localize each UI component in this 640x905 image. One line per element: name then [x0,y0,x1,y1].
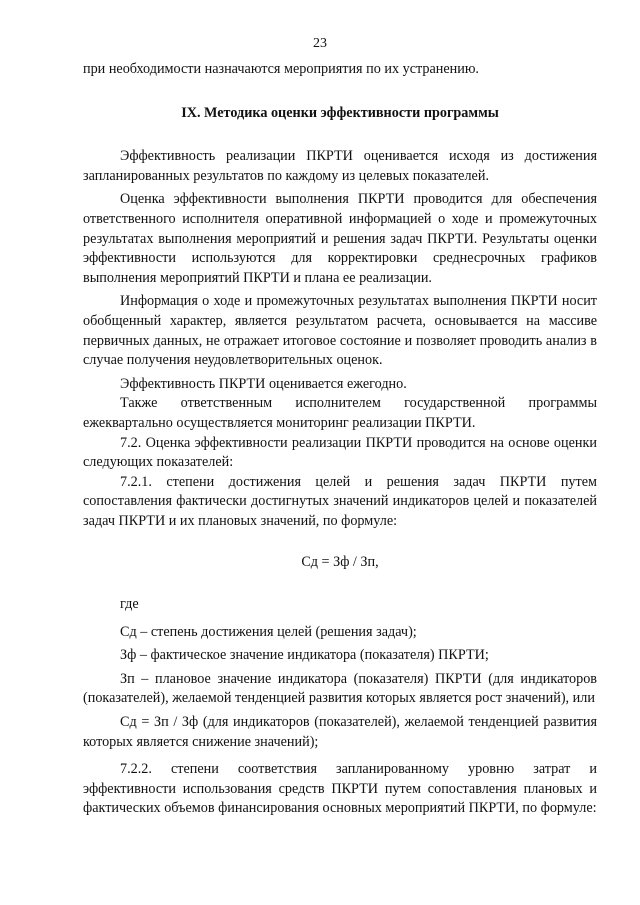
definition: Зф – фактическое значение индикатора (показателя) ПКРТИ; [120,647,489,664]
paragraph: 7.2. Оценка эффективности реализации ПКРТИ проводится на основе оценки следующих показателей: [83,434,597,471]
page-number: 23 [313,36,327,51]
formula: Сд = Зф / Зп, [301,554,379,571]
intro-line: при необходимости назначаются мероприятия по их устранению. [83,61,479,77]
paragraph: Оценка эффективности выполнения ПКРТИ проводится для обеспечения ответственного исполнителя оперативной информацией о ходе и промежуточных результатах выполнения мероприятий и решения задач ПКРТИ. Результаты оценки эффективности используются для корректировки среднесрочных графиков выполнения мероприятий ПКРТИ и плана ее реализации. [83,191,597,286]
paragraph: Эффективность ПКРТИ оценивается ежегодно. [120,375,407,392]
paragraph: Эффективность реализации ПКРТИ оценивается исходя из достижения запланированных результатов по каждому из целевых показателей. [83,148,597,184]
section-title: IX. Методика оценки эффективности программы [181,104,499,121]
paragraph: 7.2.2. степени соответствия запланированному уровню затрат и эффективности использования средств ПКРТИ путем сопоставления плановых и фактических объемов финансирования основных мероприятий ПКРТИ, по формуле: [83,761,597,817]
page-body [83,60,597,819]
definition: Зп – плановое значение индикатора (показателя) ПКРТИ (для индикаторов (показателей), желаемой тенденцией развития которых является рост значений), или [83,670,597,707]
paragraph: Информация о ходе и промежуточных результатах выполнения ПКРТИ носит обобщенный характер, является результатом расчета, основывается на массиве первичных данных, не отражает итоговое состояние и позволяет проводить анализ в случае получения неудовлетворительных оценок. [83,293,597,369]
where-word: где [120,596,139,613]
definition: Сд – степень достижения целей (решения задач); [120,623,417,640]
paragraph: 7.2.1. степени достижения целей и решения задач ПКРТИ путем сопоставления фактически достигнутых значений индикаторов целей и показателей задач ПКРТИ и их плановых значений, по формуле: [83,473,597,529]
paragraph: Также ответственным исполнителем государственной программы ежеквартально осуществляется мониторинг реализации ПКРТИ. [83,395,597,431]
definition: Сд = Зп / Зф (для индикаторов (показателей), желаемой тенденцией развития которых является снижение значений); [83,714,597,750]
